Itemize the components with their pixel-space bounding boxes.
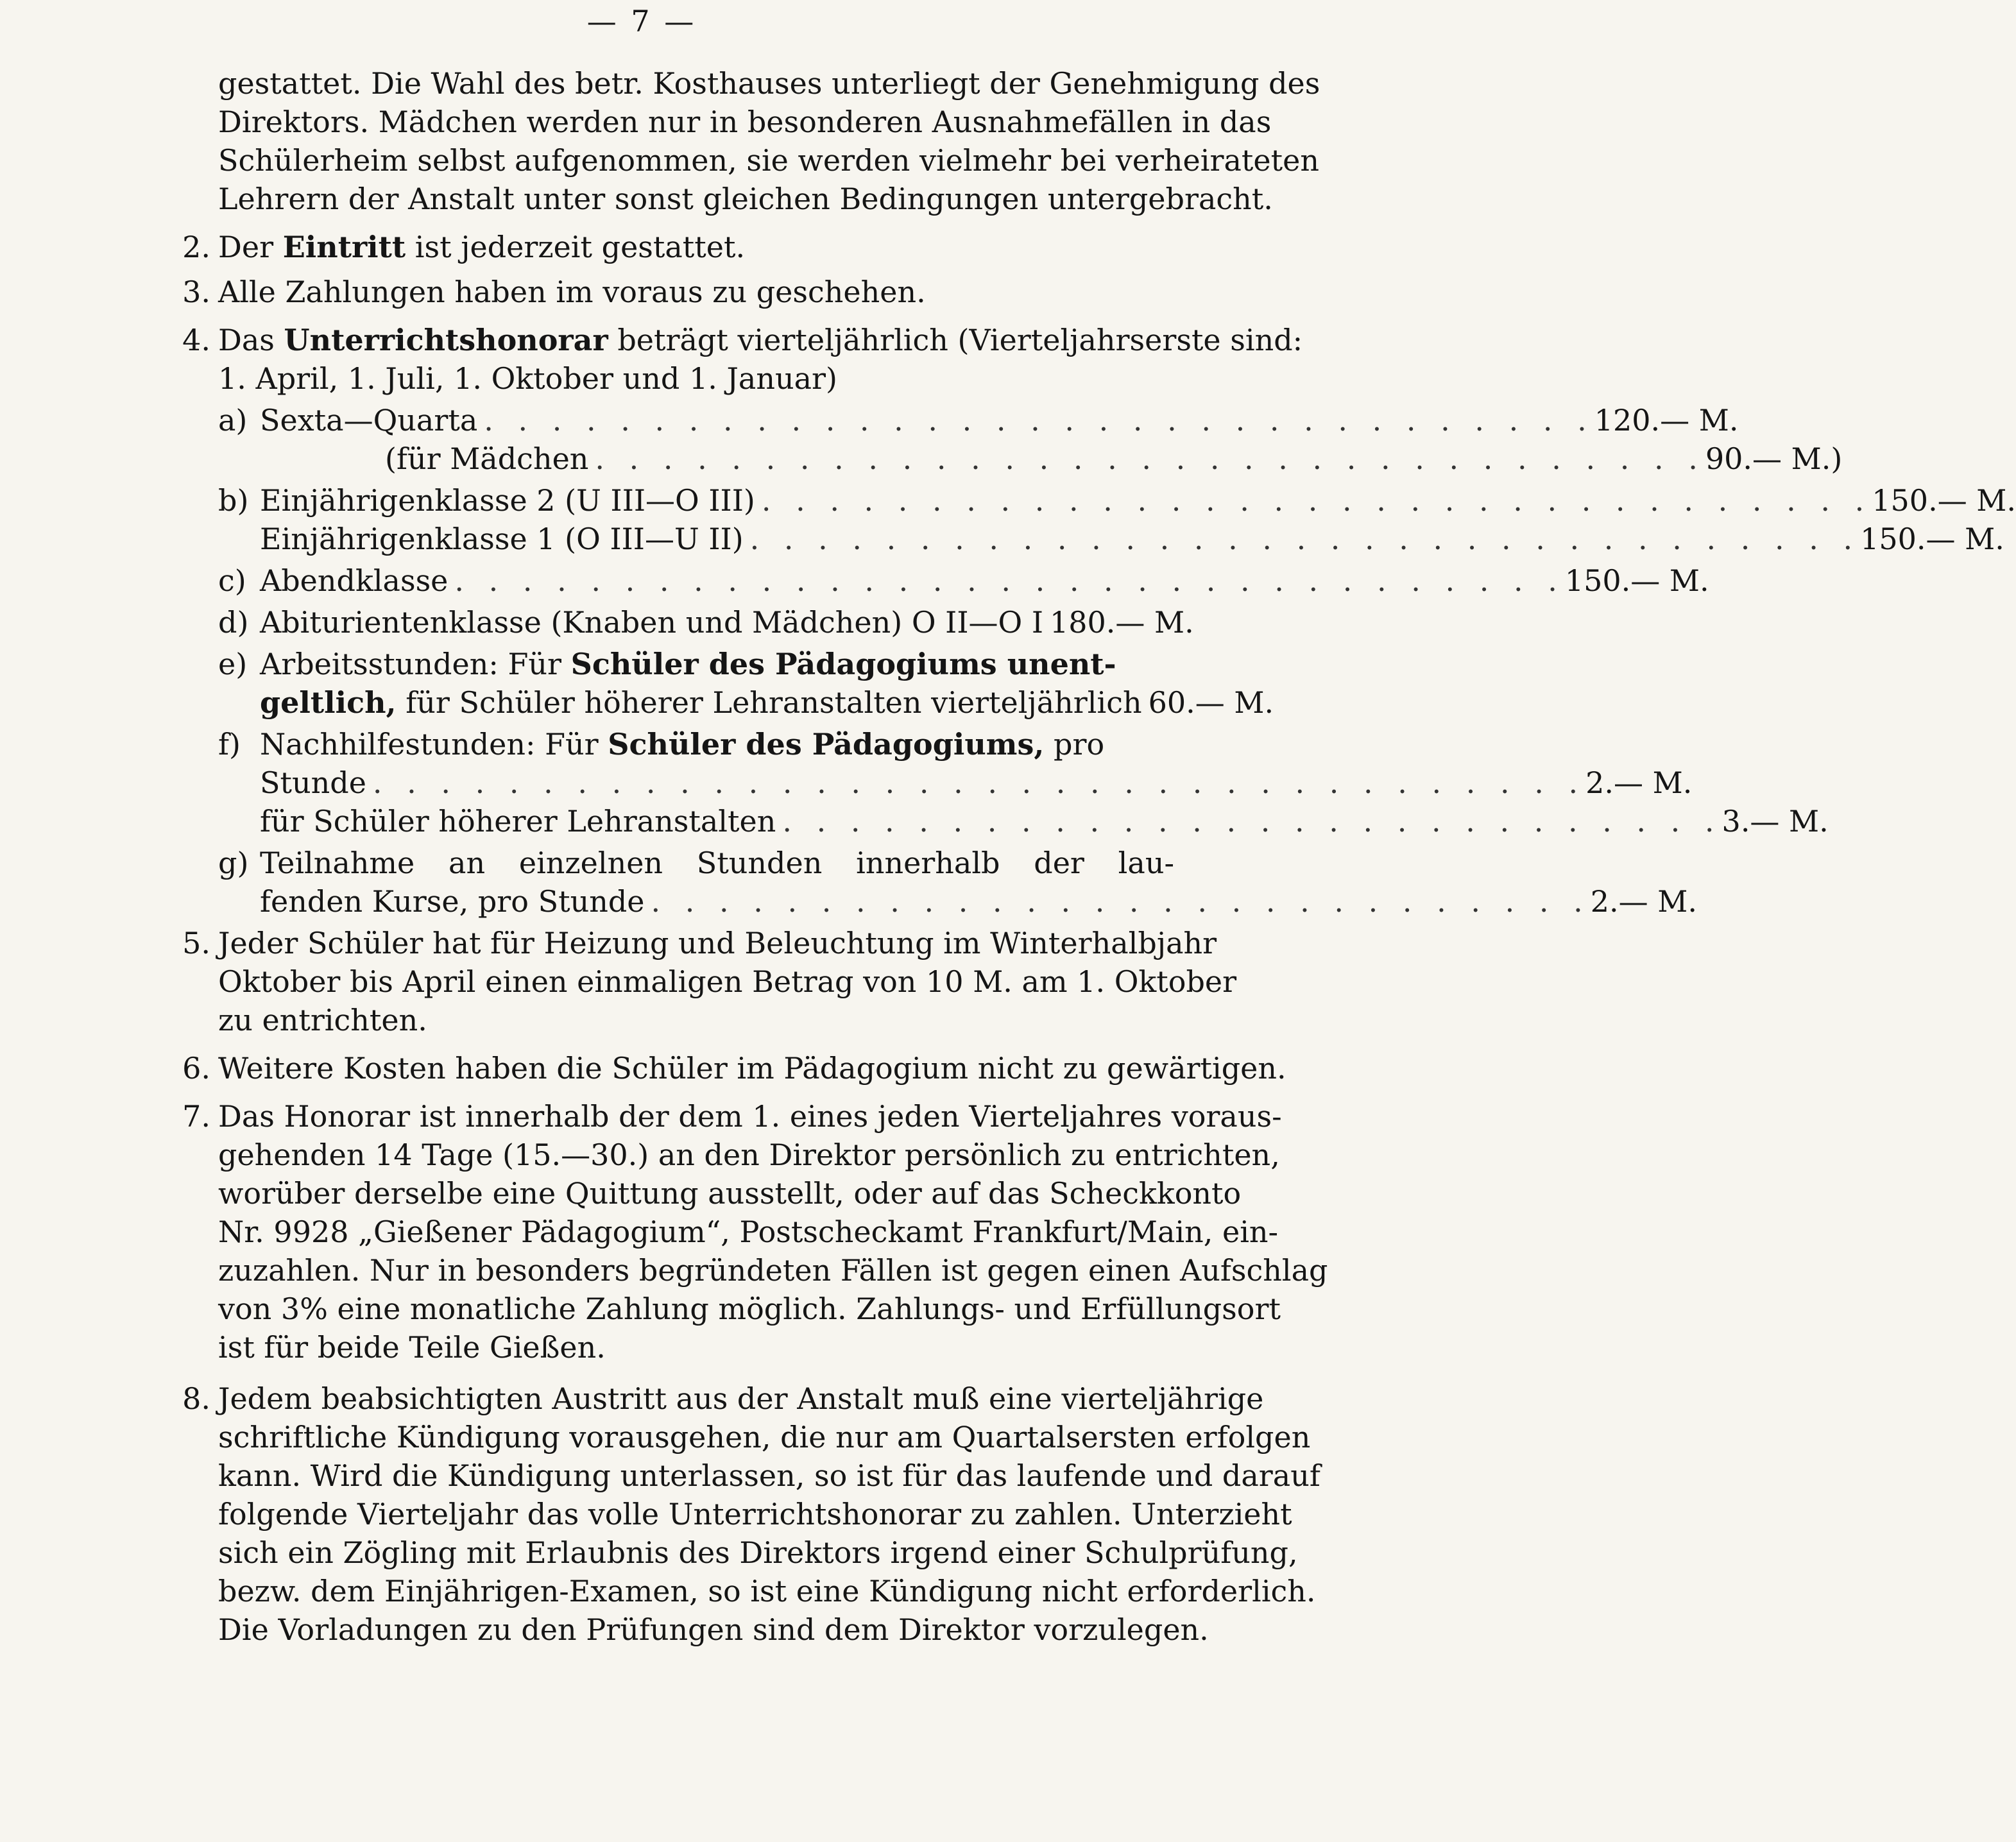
fee-f-pre: Nachhilfestunden: Für [260,727,608,762]
fee-f2-label: Stunde [260,765,366,800]
fee-row-c [260,561,1709,600]
fee-f2-amount: 2.— M. [1585,765,1693,800]
fee-g-letter: g) [218,846,249,880]
fee-e-label [260,683,1142,722]
item-7-line-2: gehenden 14 Tage (15.—30.) an den Direktor persönlich zu entrichten, [218,1138,1280,1172]
item-5-line-3: zu entrichten. [218,1003,427,1037]
item-8-number: 8. [182,1381,210,1416]
item-4-line-1 [218,321,1303,359]
item-3-number: 3. [182,275,210,309]
fee-e-amount: 60.— M. [1148,685,1274,720]
fee-e-letter: e) [218,647,248,681]
fee-d-label: Abiturientenklasse (Knaben und Mädchen) O II—O I [260,605,1043,640]
item-4-bold: Unterrichtshonorar [284,323,608,357]
fee-b-leader: . . . . . . . . . . . . . . . . . . . . . . . . . . . . . . . . . [761,483,1872,518]
item-8-line-4: folgende Vierteljahr das volle Unterrichtshonorar zu zahlen. Unterzieht [218,1497,1292,1531]
intro-line-1: gestattet. Die Wahl des betr. Kosthauses unterliegt der Genehmigung des [218,66,1320,101]
intro-line-3: Schülerheim selbst aufgenommen, sie werden vielmehr bei verheirateten [218,143,1319,178]
item-7-number: 7. [182,1099,210,1134]
item-8-line-6: bezw. dem Einjährigen-Examen, so ist eine Kündigung nicht erforderlich. [218,1574,1316,1608]
fee-row-f3 [260,802,1829,840]
item-5-line-1: Jeder Schüler hat für Heizung und Beleuchtung im Winterhalbjahr [218,926,1217,960]
item-4-pre: Das [218,323,284,357]
fee-g-label-2: fenden Kurse, pro Stunde [260,884,645,919]
fee-g-line-1: Teilnahme an einzelnen Stunden innerhalb der lau- [260,846,1174,880]
fee-f3-label: für Schüler höherer Lehranstalten [260,804,776,839]
item-2-pre: Der [218,230,283,264]
item-8-line-2: schriftliche Kündigung vorausgehen, die nur am Quartalsersten erfolgen [218,1420,1311,1454]
fee-row-f2 [260,763,1693,802]
fee-row-d [260,603,1194,642]
fee-d-amount: 180.— M. [1050,605,1194,640]
item-2-post: ist jederzeit gestattet. [406,230,746,264]
fee-d-leader [1043,603,1050,642]
fee-b-amount: 150.— M. [1872,483,2016,518]
fee-f-letter: f) [218,727,241,762]
item-3-text: Alle Zahlungen haben im voraus zu geschehen. [218,275,926,309]
fee-row-a [260,401,1739,439]
item-4-post: beträgt vierteljährlich (Vierteljahrserste sind: [608,323,1303,357]
fee-g-leader: . . . . . . . . . . . . . . . . . . . . . . . . . . . . [651,884,1591,919]
item-4-number: 4. [182,323,210,357]
fee-b-letter: b) [218,483,249,518]
item-7-line-4: Nr. 9928 „Gießener Pädagogium“, Postscheckamt Frankfurt/Main, ein- [218,1215,1279,1249]
fee-c-letter: c) [218,563,246,598]
fee-a-amount: 120.— M. [1594,403,1739,438]
fee-a-label: Sexta—Quarta [260,403,478,438]
fee-d-letter: d) [218,605,249,640]
item-8-line-1: Jedem beabsichtigten Austritt aus der Anstalt muß eine vierteljährige [218,1381,1264,1416]
fee-b2-leader: . . . . . . . . . . . . . . . . . . . . . . . . . . . . . . . . . [749,522,1861,556]
fee-a2-leader: . . . . . . . . . . . . . . . . . . . . . . . . . . . . . . . . . [595,441,1705,476]
fee-e-post: für Schüler höherer Lehranstalten vierteljährlich [396,685,1142,720]
fee-f-bold: Schüler des Pädagogiums, [608,727,1045,762]
fee-c-leader: . . . . . . . . . . . . . . . . . . . . . . . . . . . . . . . . . [454,563,1565,598]
item-5-number: 5. [182,926,210,960]
fee-row-b [260,481,2016,520]
fee-f-line-1 [260,725,1104,763]
item-8-line-5: sich ein Zögling mit Erlaubnis des Direktors irgend einer Schulprüfung, [218,1535,1298,1570]
item-7-line-1: Das Honorar ist innerhalb der dem 1. eines jeden Vierteljahres voraus- [218,1099,1282,1134]
item-7-line-7: ist für beide Teile Gießen. [218,1330,606,1365]
fee-e-leader [1142,683,1149,722]
fee-a-letter: a) [218,403,248,438]
item-7-line-6: von 3% eine monatliche Zahlung möglich. Zahlungs- und Erfüllungsort [218,1292,1281,1326]
intro-line-2: Direktors. Mädchen werden nur in besonderen Ausnahmefällen in das [218,105,1272,139]
fee-e-bold-1: Schüler des Pädagogiums unent- [570,647,1116,681]
fee-row-b2 [260,520,2004,558]
page-number: — 7 — [586,4,697,38]
fee-c-amount: 150.— M. [1564,563,1709,598]
fee-row-g [260,882,1697,921]
fee-e-pre: Arbeitsstunden: Für [260,647,571,681]
item-2-number: 2. [182,230,210,264]
fee-c-label: Abendklasse [260,563,448,598]
fee-row-a2 [385,439,1843,478]
fee-a2-amount: 90.— M.) [1705,441,1843,476]
fee-b2-amount: 150.— M. [1860,522,2004,556]
item-2-bold: Eintritt [282,230,406,264]
fee-e-bold-2: geltlich, [260,685,397,720]
fee-f3-leader: . . . . . . . . . . . . . . . . . . . . . . . . . . . . [782,804,1722,839]
fee-b-label: Einjährigenklasse 2 (U III—O III) [260,483,755,518]
fee-a2-label: (für Mädchen [385,441,589,476]
intro-line-4: Lehrern der Anstalt unter sonst gleichen Bedingungen untergebracht. [218,182,1273,216]
item-6-number: 6. [182,1051,210,1086]
fee-b2-label: Einjährigenklasse 1 (O III—U II) [260,522,744,556]
item-2-text [218,228,745,266]
item-8-line-3: kann. Wird die Kündigung unterlassen, so ist für das laufende und darauf [218,1458,1320,1493]
item-6-text: Weitere Kosten haben die Schüler im Pädagogium nicht zu gewärtigen. [218,1051,1286,1086]
fee-f-post: pro [1044,727,1105,762]
fee-f3-amount: 3.— M. [1721,804,1829,839]
fee-e-line-1 [260,645,1116,683]
item-4-line-2: 1. April, 1. Juli, 1. Oktober und 1. Januar) [218,361,837,396]
item-8-line-7: Die Vorladungen zu den Prüfungen sind dem Direktor vorzulegen. [218,1612,1209,1647]
fee-a-leader: . . . . . . . . . . . . . . . . . . . . . . . . . . . . . . . . . [484,403,1594,438]
fee-row-e [260,683,1274,722]
fee-g-amount: 2.— M. [1590,884,1697,919]
item-7-line-5: zuzahlen. Nur in besonders begründeten Fällen ist gegen einen Aufschlag [218,1253,1328,1288]
item-7-line-3: worüber derselbe eine Quittung ausstellt, oder auf das Scheckkonto [218,1176,1242,1211]
item-5-line-2: Oktober bis April einen einmaligen Betrag von 10 M. am 1. Oktober [218,964,1237,999]
fee-f2-leader: . . . . . . . . . . . . . . . . . . . . . . . . . . . . . . . . . . . . [372,765,1586,800]
